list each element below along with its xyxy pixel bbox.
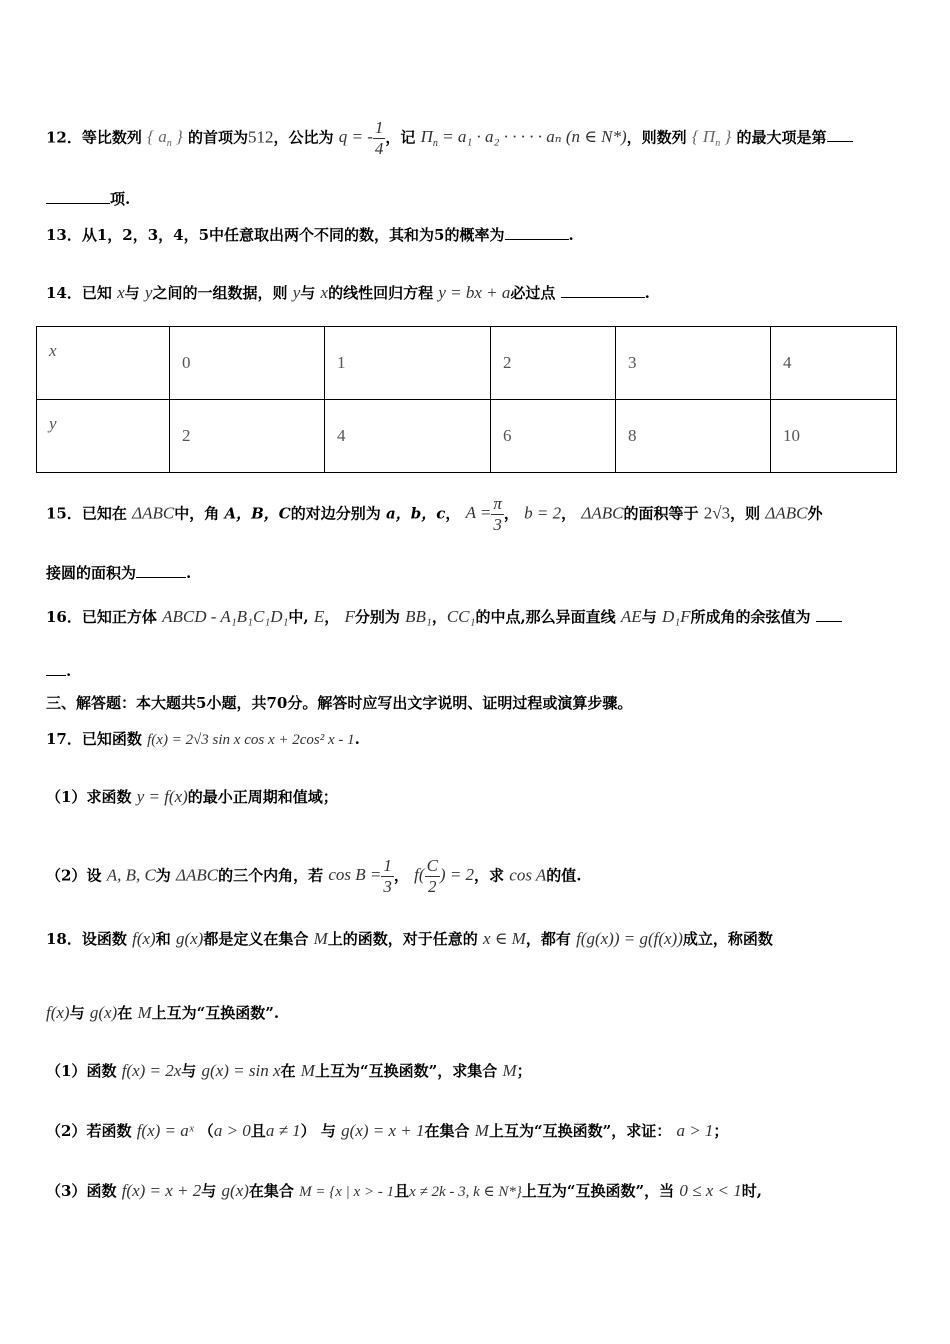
- question-17-part-2: （2）设 A, B, C为 ΔABC的三个内角，若 cos B = $\frac{1}{3}$ ， f( $\frac{C}{2}$ ) = 2，求 cos A的值.: [46, 856, 582, 896]
- table-cell: 10: [771, 400, 897, 473]
- table-cell: 1: [325, 327, 491, 400]
- fC-expr: f( $\frac{C}{2}$ ) = 2: [414, 856, 475, 896]
- question-16-cont: .: [46, 660, 902, 682]
- cosB-expr: cos B = $\frac{1}{3}$: [328, 856, 392, 896]
- table-row: [37, 327, 897, 400]
- table-cell: 2: [170, 400, 325, 473]
- answer-blank[interactable]: [46, 189, 110, 204]
- question-18: 18．设函数 f(x)和 g(x)都是定义在集合 M上的函数，对于任意的 x ∈ M，都有 f(g(x)) = g(f(x))成立，称函数: [46, 929, 773, 948]
- regression-equation: y = bx + a: [438, 283, 511, 302]
- function-definition: f(x) = 2√3 sin x cos x + 2cos² x - 1: [147, 732, 355, 748]
- angle-A: A = $\frac{\pi}{3}$: [465, 494, 502, 534]
- answer-blank[interactable]: [816, 607, 842, 622]
- var-x: x: [117, 283, 125, 302]
- question-16: 16．已知正方体 ABCD - A₁B₁C₁D₁中, E， F分别为 BB₁，CC₁的中点,那么异面直线 AE与 D₁F所成角的余弦值为: [46, 606, 902, 628]
- question-12: 12．等比数列 { $a_n$ } 的首项为512，公比为 q = - $\frac{1}{4}$ ，记 $\Pi_n = a_1 \cdot a_2$ · · · · · aₙ (n ∈ N*)，则数列 { $\Pi_n$ } 的最大项是第: [46, 118, 902, 159]
- table-cell: 8: [616, 400, 771, 473]
- answer-blank[interactable]: [136, 563, 186, 578]
- sequence-a: { $a_n$ }: [147, 127, 183, 150]
- sequence-pi: { $\Pi_n$ }: [691, 127, 732, 150]
- section-heading: 三、解答题：本大题共5小题，共70分。解答时应写出文字说明、证明过程或演算步骤。: [46, 694, 633, 712]
- question-12-cont: 项.: [46, 188, 902, 210]
- table-cell: 2: [491, 327, 616, 400]
- product-definition: $\Pi_n = a_1 \cdot a_2$ · · · · · aₙ (n ∈ N*): [420, 127, 627, 150]
- question-15: 15．已知在 ΔABC中，角 A，B，C的对边分别为 a，b，c， A = $\frac{\pi}{3}$ ， b = 2， ΔABC的面积等于 2√3，则 ΔABC外: [46, 494, 823, 534]
- row-label: x: [37, 327, 170, 400]
- question-17-part-1: （1）求函数 y = f(x)的最小正周期和值域；: [46, 787, 338, 806]
- answer-blank[interactable]: [827, 127, 853, 142]
- question-14: 14．已知 x与 y之间的一组数据，则 y与 x的线性回归方程 y = bx + a必过点 .: [46, 283, 650, 302]
- table-cell: 4: [325, 400, 491, 473]
- question-18-part-1: （1）函数 f(x) = 2x与 g(x) = sin x在 M上互为“互换函数”，求集合 M；: [46, 1061, 532, 1080]
- table-cell: 4: [771, 327, 897, 400]
- question-number: 12．: [46, 128, 82, 147]
- question-18-part-2: （2）若函数 f(x) = aˣ （a > 0且a ≠ 1） 与 g(x) = x + 1在集合 M上互为“互换函数”，求证： a > 1；: [46, 1121, 729, 1140]
- table-cell: 3: [616, 327, 771, 400]
- question-18-part-3: （3）函数 f(x) = x + 2与 g(x)在集合 M = {x | x > - 1且x ≠ 2k - 3, k ∈ N*}上互为“互换函数”，当 0 ≤ x < 1时,: [46, 1181, 762, 1200]
- question-18-cont: f(x)与 g(x)在 M上互为“互换函数”.: [46, 1003, 280, 1022]
- answer-blank[interactable]: [46, 661, 66, 676]
- answer-blank[interactable]: [505, 225, 569, 240]
- data-table: [36, 326, 897, 473]
- table-row: [37, 400, 897, 473]
- row-label: y: [37, 400, 170, 473]
- ratio-expr: q = - $\frac{1}{4}$: [338, 118, 384, 158]
- var-y: y: [144, 283, 153, 302]
- table-cell: 6: [491, 400, 616, 473]
- question-15-cont: 接圆的面积为 .: [46, 564, 192, 582]
- answer-blank[interactable]: [561, 283, 645, 298]
- question-17: 17．已知函数 f(x) = 2√3 sin x cos x + 2cos² x - 1.: [46, 730, 360, 748]
- question-13: 13．从1，2，3，4，5中任意取出两个不同的数，其和为5的概率为 .: [46, 226, 574, 244]
- table-cell: 0: [170, 327, 325, 400]
